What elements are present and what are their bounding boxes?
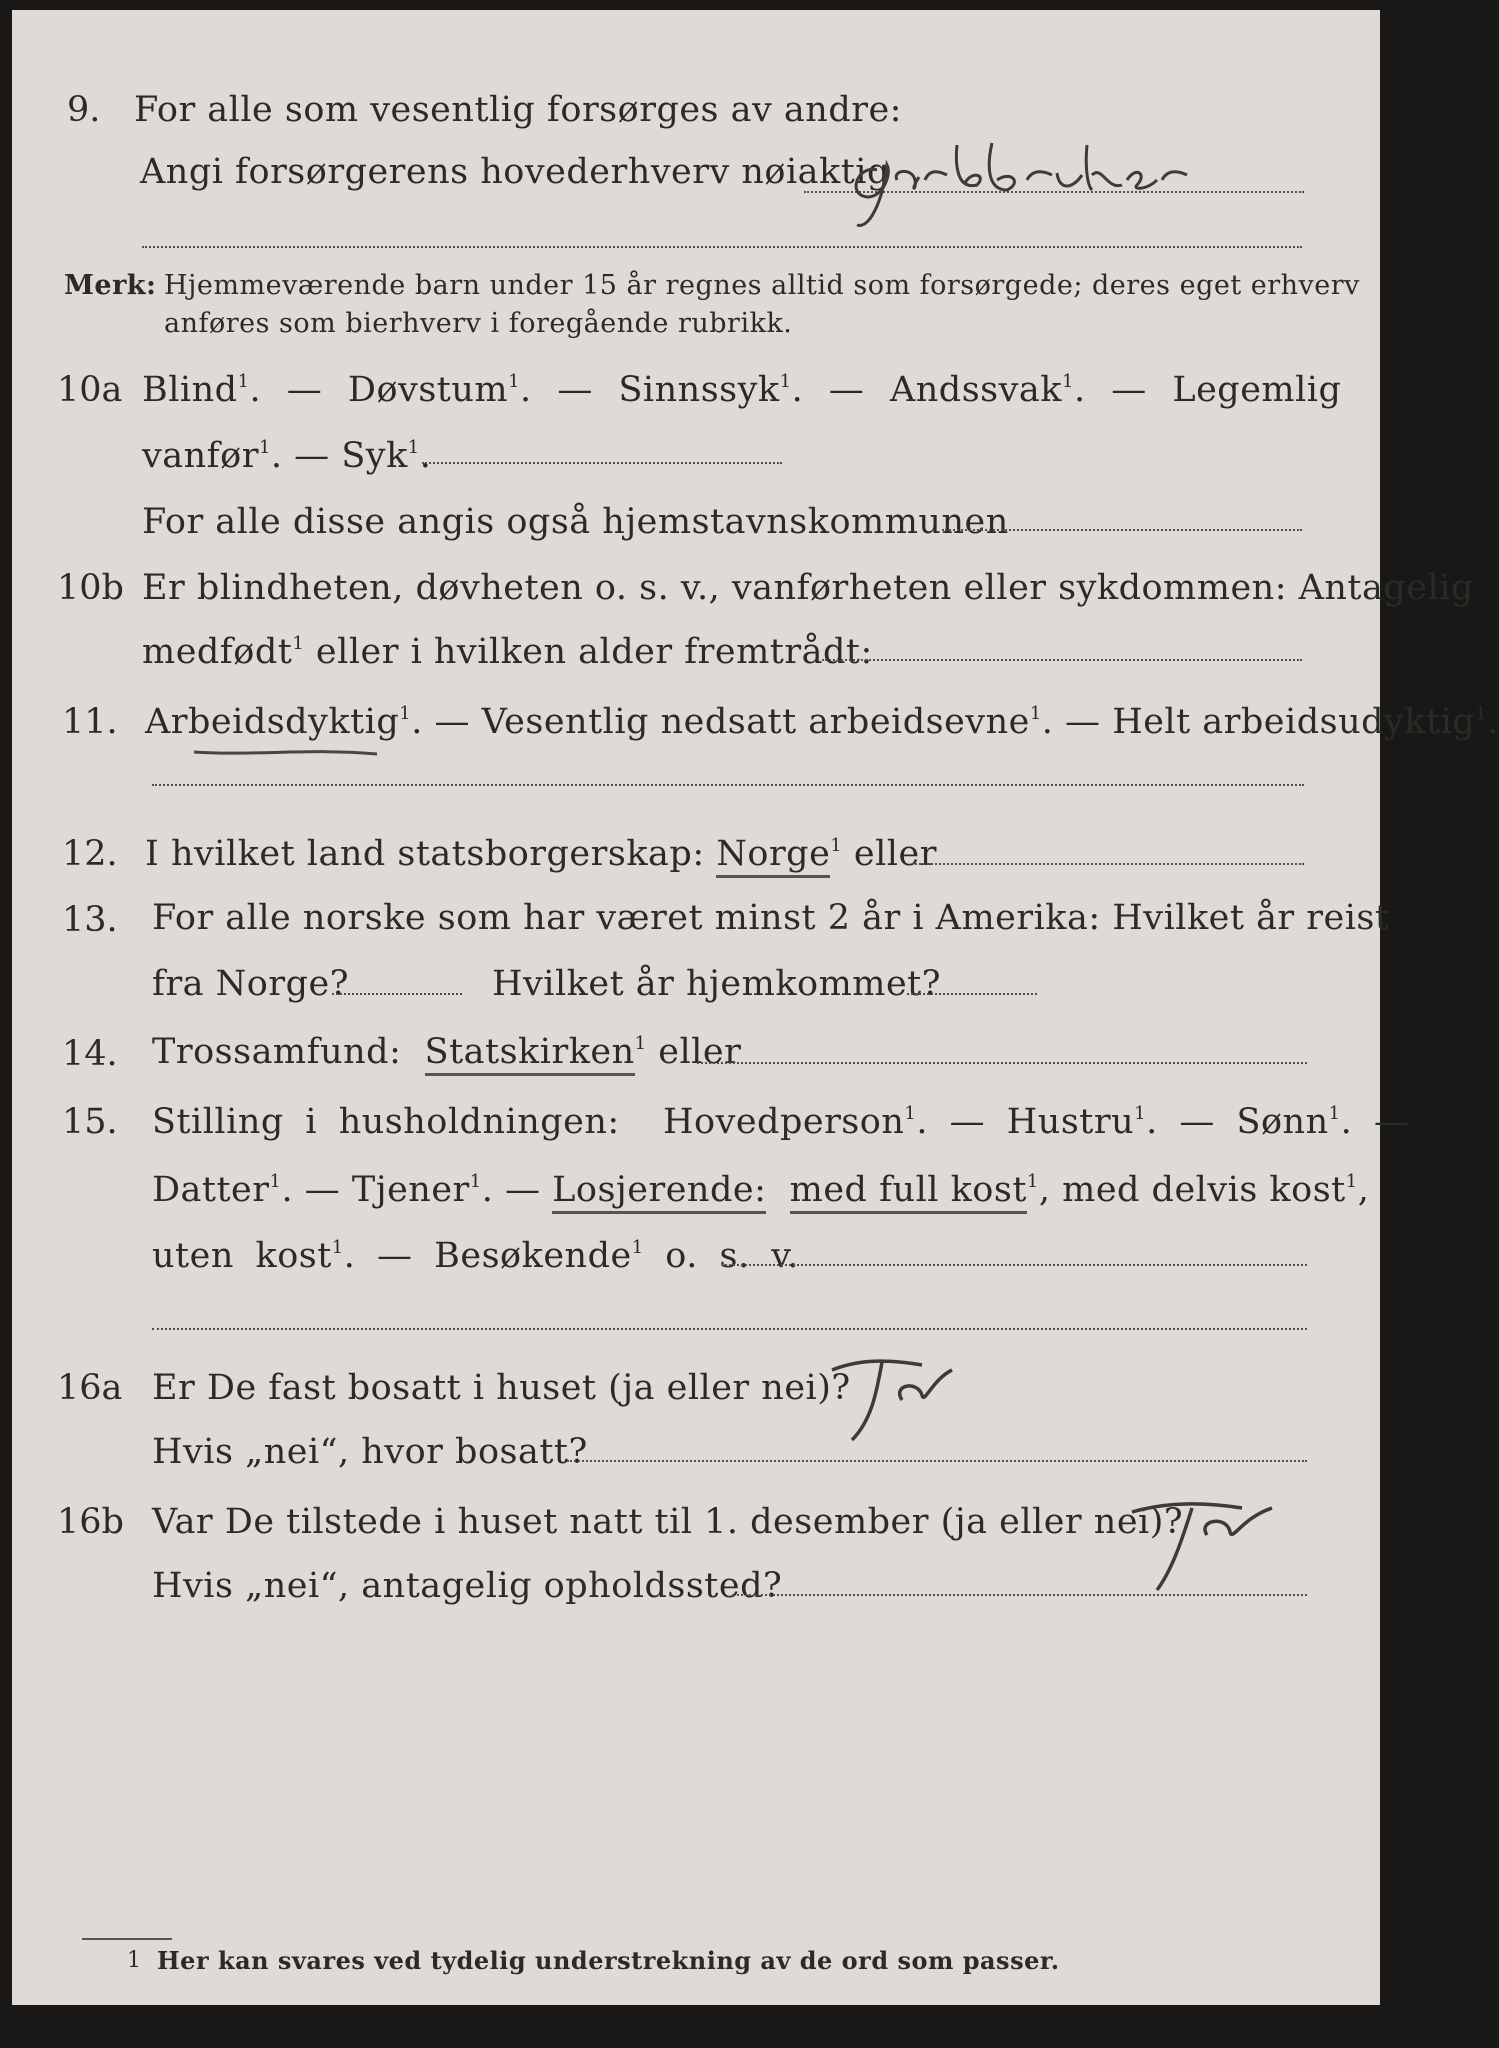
- opt-med-delvis-kost[interactable]: med delvis kost: [1062, 1170, 1346, 1210]
- opt-hustru[interactable]: Hustru: [1006, 1102, 1135, 1142]
- q9-handwritten-answer: [837, 135, 1307, 235]
- q9-number: 9.: [67, 90, 101, 130]
- opt-uten-kost[interactable]: uten kost: [152, 1236, 332, 1276]
- opt-arbeidsdyktig[interactable]: Arbeidsdyktig: [145, 702, 400, 742]
- q12-line: I hvilket land statsborgerskap: Norge$^1$ eller: [145, 832, 937, 876]
- q15-line2: Datter$^1$. — Tjener$^1$. — Losjerende: med full kost$^1$, med delvis kost$^1$,: [152, 1168, 1369, 1212]
- q10b-line2: medfødt$^1$ eller i hvilken alder fremtrådt:: [142, 632, 873, 672]
- q12-answer-line: [912, 863, 1304, 865]
- q14-answer-line: [697, 1062, 1307, 1064]
- opt-andssvak[interactable]: Andssvak: [889, 370, 1062, 410]
- opt-statskirken[interactable]: Statskirken: [425, 1032, 635, 1076]
- opt-sonn[interactable]: Sønn: [1236, 1102, 1329, 1142]
- q13-hjemkommet-line: [907, 993, 1037, 995]
- q11-line: Arbeidsdyktig$^1$. — Vesentlig nedsatt arbeidsevne$^1$. — Helt arbeidsudyktig$^1$.: [145, 702, 1499, 742]
- footnote-text: Her kan svares ved tydelig understrekning av de ord som passer.: [157, 1946, 1060, 1975]
- q15-answer-line: [722, 1264, 1307, 1266]
- opt-hovedperson[interactable]: Hovedperson: [662, 1102, 905, 1142]
- q15-line1: Stilling i husholdningen: Hovedperson$^1$. — Hustru$^1$. — Sønn$^1$. —: [152, 1102, 1410, 1142]
- q13-line2b: Hvilket år hjemkommet?: [492, 964, 942, 1004]
- q16b-handwritten-answer: [1112, 1480, 1302, 1600]
- opt-norge[interactable]: Norge: [716, 834, 830, 878]
- q16b-line2: Hvis „nei“, antagelig opholdssted?: [152, 1566, 783, 1606]
- opt-sinnssyk[interactable]: Sinnssyk: [618, 370, 780, 410]
- q11-number: 11.: [62, 702, 118, 742]
- q15-line3: uten kost$^1$. — Besøkende$^1$ o. s. v.: [152, 1236, 799, 1276]
- q10a-line2: vanfør$^1$. — Syk$^1$.: [142, 436, 432, 476]
- q16a-number: 16a: [57, 1368, 123, 1408]
- opt-medfodt[interactable]: medfødt: [142, 632, 293, 672]
- q13-reist-line: [332, 993, 462, 995]
- q9-line2: Angi forsørgerens hovederhverv nøiaktig: [140, 152, 890, 192]
- q16b-answer-line: [732, 1594, 1307, 1596]
- q11-extra-line: [152, 784, 1304, 786]
- q10a-number: 10a: [57, 370, 123, 410]
- q9-line1: For alle som vesentlig forsørges av andre:: [134, 90, 902, 130]
- q16b-number: 16b: [57, 1502, 124, 1542]
- merk-line1: Hjemmeværende barn under 15 år regnes alltid som forsørgede; deres eget erhverv: [164, 270, 1360, 301]
- q10a-line1: Blind$^1$. — Døvstum$^1$. — Sinnssyk$^1$. — Andssvak$^1$. — Legemlig: [142, 370, 1342, 410]
- q10a-syk-line: [422, 462, 782, 464]
- footnote-rule: [82, 1938, 172, 1940]
- q10a-hjemstavn-line: [942, 529, 1302, 531]
- opt-syk[interactable]: Syk: [341, 436, 408, 476]
- opt-dovstum[interactable]: Døvstum: [347, 370, 509, 410]
- opt-losjerende[interactable]: Losjerende:: [552, 1170, 766, 1214]
- footnote-mark: 1: [127, 1948, 142, 1973]
- merk-label: Merk:: [64, 270, 157, 301]
- opt-besokende[interactable]: Besøkende: [434, 1236, 632, 1276]
- merk-line2: anføres som bierhverv i foregående rubrikk.: [164, 308, 793, 339]
- q10b-answer-line: [822, 659, 1302, 661]
- q13-line1: For alle norske som har været minst 2 år i Amerika: Hvilket år reist: [152, 898, 1390, 938]
- q16a-handwritten-answer: [812, 1340, 982, 1450]
- opt-vanfor[interactable]: vanfør: [142, 436, 259, 476]
- q9-extra-line: [142, 246, 1302, 248]
- q12-number: 12.: [62, 834, 118, 874]
- q16a-line2: Hvis „nei“, hvor bosatt?: [152, 1432, 588, 1472]
- opt-legemlig[interactable]: Legemlig: [1172, 370, 1342, 410]
- q16a-line1: Er De fast bosatt i huset (ja eller nei)?: [152, 1368, 851, 1408]
- opt-tjener[interactable]: Tjener: [351, 1170, 470, 1210]
- q14-number: 14.: [62, 1034, 118, 1074]
- q10b-number: 10b: [57, 568, 124, 608]
- q10b-line1: Er blindheten, døvheten o. s. v., vanførheten eller sykdommen: Antagelig: [142, 568, 1474, 608]
- opt-blind[interactable]: Blind: [142, 370, 238, 410]
- q16b-line1: Var De tilstede i huset natt til 1. desember (ja eller nei)?: [152, 1502, 1184, 1542]
- opt-nedsatt[interactable]: Vesentlig nedsatt arbeidsevne: [481, 702, 1030, 742]
- q11-underline-mark: [192, 742, 382, 762]
- q15-extra-line: [152, 1328, 1307, 1330]
- census-form-page: [12, 10, 1499, 2005]
- q13-number: 13.: [62, 900, 118, 940]
- q15-number: 15.: [62, 1102, 118, 1142]
- opt-med-full-kost[interactable]: med full kost: [790, 1170, 1027, 1214]
- opt-udyktig[interactable]: Helt arbeidsudyktig: [1112, 702, 1476, 742]
- q10a-line3: For alle disse angis også hjemstavnskommunen: [142, 502, 1009, 542]
- q13-line2a: fra Norge?: [152, 964, 349, 1004]
- q16a-answer-line: [567, 1460, 1307, 1462]
- q14-line: Trossamfund: Statskirken$^1$ eller: [152, 1030, 741, 1074]
- opt-datter[interactable]: Datter: [152, 1170, 270, 1210]
